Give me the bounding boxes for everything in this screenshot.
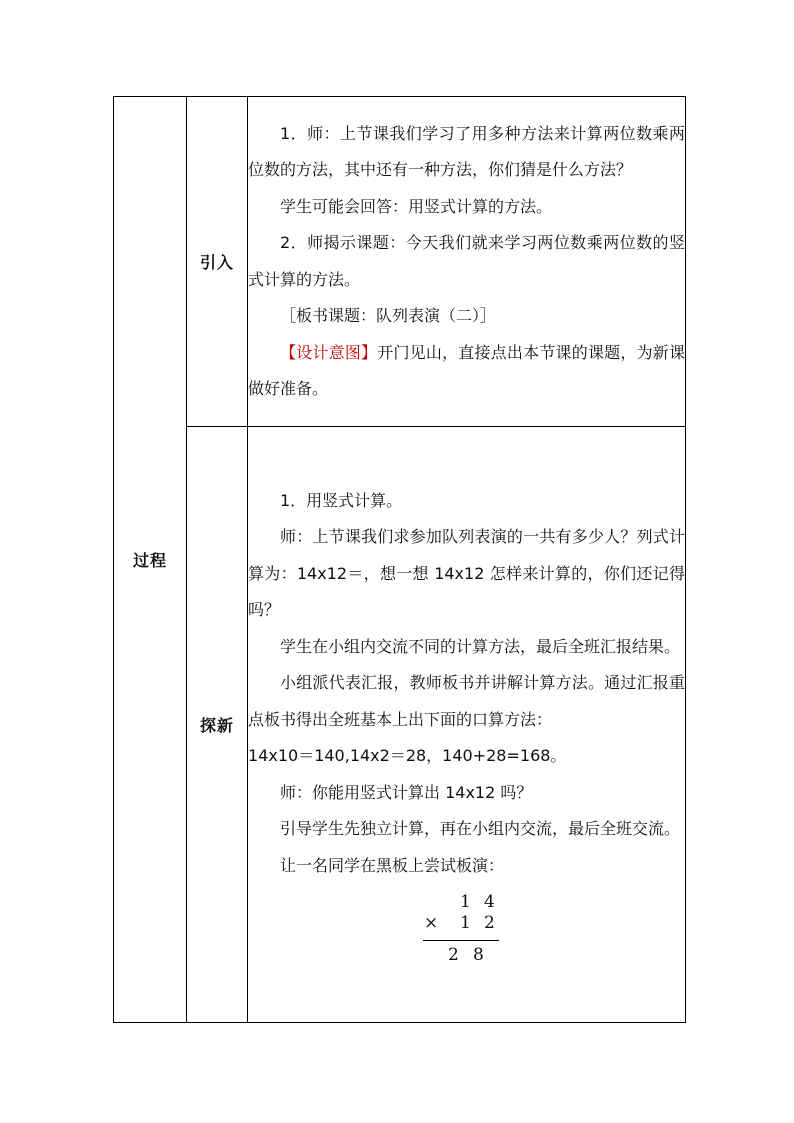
calc-digit: 1	[460, 913, 471, 934]
section-content-intro	[248, 97, 686, 427]
paragraph: 师：上节课我们求参加队列表演的一共有多少人？列式计算为：14x12＝，想一想 14x12 怎样来计算的，你们还记得吗？	[248, 527, 685, 620]
paragraph: 学生可能会回答：用竖式计算的方法。	[280, 196, 553, 216]
vertical-multiplication	[248, 890, 685, 966]
section-label-intro: 引入	[199, 253, 234, 272]
paragraph: 1．用竖式计算。	[280, 490, 403, 510]
explore-row	[114, 427, 686, 1023]
paragraph: 1．师：上节课我们学习了用多种方法来计算两位数乘两位数的方法，其中还有一种方法，你们猜是什么方法？	[248, 123, 685, 179]
paragraph: 2．师揭示课题：今天我们就来学习两位数乘两位数的竖式计算的方法。	[248, 233, 685, 289]
section-content-explore	[248, 427, 686, 1023]
stage-cell	[114, 97, 187, 1023]
paragraph: ［板书课题：队列表演（二）］	[280, 306, 497, 325]
design-intent-text: 开门见山，直接点出本节课的课题，为新课做好准备。	[248, 342, 685, 398]
calc-rule-line	[423, 940, 499, 941]
calc-digit: 8	[473, 945, 484, 966]
section-label-cell	[187, 97, 248, 427]
paragraph: 学生在小组内交流不同的计算方法，最后全班汇报结果。	[280, 636, 681, 656]
section-label-explore: 探新	[199, 716, 234, 735]
design-intent-tag: 【设计意图】	[280, 342, 378, 362]
paragraph: 师：你能用竖式计算出 14x12 吗？	[280, 782, 533, 802]
calc-digit: 1	[460, 892, 471, 913]
section-label-cell	[187, 427, 248, 1023]
calc-digit: 2	[448, 945, 459, 966]
intro-row	[114, 97, 686, 427]
paragraph: 14x10＝140,14x2＝28，140+28=168。	[248, 746, 567, 766]
stage-label: 过程	[132, 551, 167, 570]
calc-digit: 2	[484, 913, 495, 934]
paragraph: 让一名同学在黑板上尝试板演：	[280, 855, 505, 875]
paragraph: 小组派代表汇报，教师板书并讲解计算方法。通过汇报重点板书得出全班基本上出下面的口算方法：	[248, 673, 685, 729]
multiply-sign: ×	[424, 913, 439, 934]
lesson-plan-table	[113, 96, 686, 1023]
paragraph: 引导学生先独立计算，再在小组内交流，最后全班交流。	[280, 819, 681, 839]
design-intent-paragraph	[248, 335, 685, 408]
calc-digit: 4	[484, 892, 495, 913]
